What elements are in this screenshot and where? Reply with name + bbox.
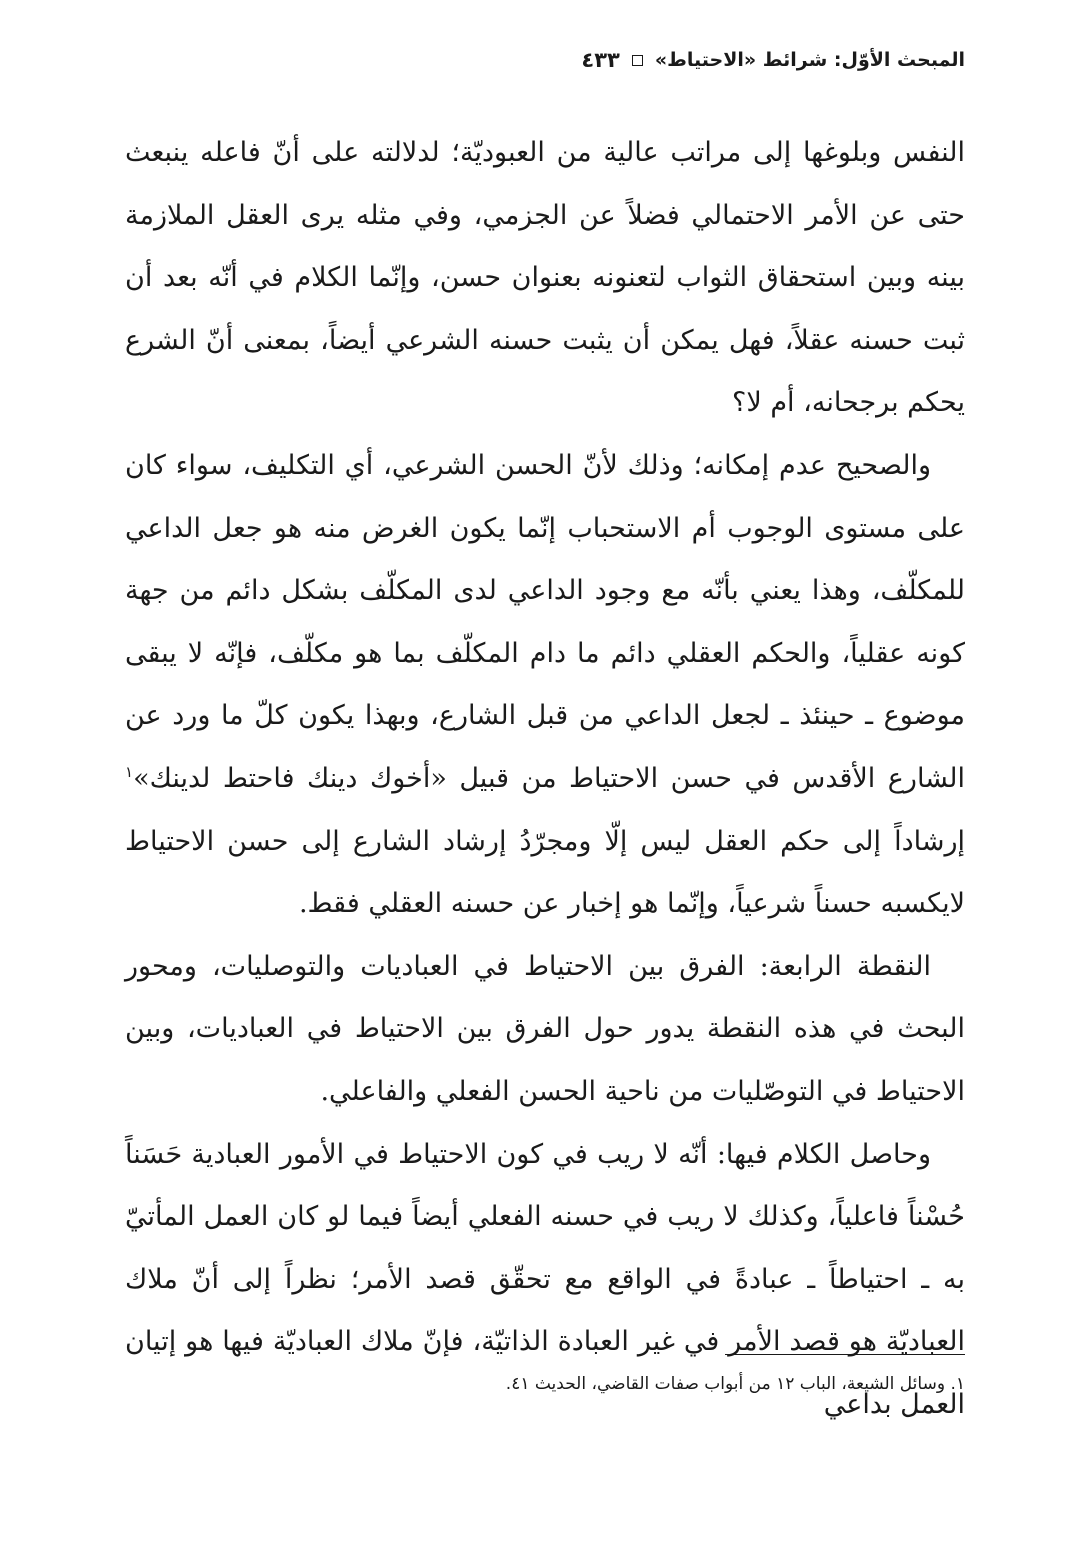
footnote-separator: [725, 1354, 965, 1355]
page-number: ٤٣٣: [581, 48, 620, 72]
square-ornament-icon: [632, 55, 643, 66]
paragraph-text: إرشاداً إلى حكم العقل ليس إلّا ومجرّدُ إرشاد الشارع إلى حسن الاحتياط لايكسبه حسناً شرعياً، وإنّما هو إخبار عن حسنه العقلي فقط.: [125, 825, 965, 920]
paragraph-with-footnote: [125, 435, 965, 936]
paragraph: وحاصل الكلام فيها: أنّه لا ريب في كون الاحتياط في الأمور العبادية حَسَناً حُسْناً فاعلياً، وكذلك لا ريب في حسنه الفعلي أيضاً فيما لو كان العمل المأتيّ به ـ احتياطاً ـ عبادةً في الواقع مع تحقّق قصد الأمر؛ نظراً إلى أنّ ملاك العباديّة هو قصد الأمر في غير العبادة الذاتيّة، فإنّ ملاك العباديّة فيها هو إتيان العمل بداعي: [125, 1138, 965, 1420]
footnote: ١. وسائل الشيعة، الباب ١٢ من أبواب صفات القاضي، الحديث ٤١.: [505, 1374, 965, 1394]
paragraph-text: والصحيح عدم إمكانه؛ وذلك لأنّ الحسن الشرعي، أي التكليف، سواء كان على مستوى الوجوب أم الاستحباب إنّما يكون الغرض منه هو جعل الداعي للمكلّف، وهذا يعني بأنّه مع وجود الداعي لدى المكلّف بشكل دائم من جهة كونه عقلياً، والحكم العقلي دائم ما دام المكلّف بما هو مكلّف، فإنّه لا يبقى موضوع ـ حينئذ ـ لجعل الداعي من قبل الشارع، وبهذا يكون كلّ ما ورد عن الشارع الأقدس في حسن الاحتياط من قبيل «أخوك دينك فاحتط لدينك»: [125, 449, 965, 794]
paragraph: النفس وبلوغها إلى مراتب عالية من العبوديّة؛ لدلالته على أنّ فاعله ينبعث حتى عن الأمر الاحتمالي فضلاً عن الجزمي، وفي مثله يرى العقل الملازمة بينه وبين استحقاق الثواب لتعنونه بعنوان حسن، وإنّما الكلام في أنّه بعد أن ثبت حسنه عقلاً، فهل يمكن أن يثبت حسنه الشرعي أيضاً، بمعنى أنّ الشرع يحكم برجحانه، أم لا؟: [125, 137, 965, 419]
running-head: [120, 44, 965, 76]
footnote-reference: ١: [125, 762, 134, 781]
paragraph: النقطة الرابعة: الفرق بين الاحتياط في العباديات والتوصليات، ومحور البحث في هذه النقطة يدور حول الفرق بين الاحتياط في العباديات، وبين الاحتياط في التوصّليات من ناحية الحسن الفعلي والفاعلي.: [125, 950, 965, 1107]
running-head-title: المبحث الأوّل: شرائط «الاحتياط»: [654, 49, 965, 71]
body-text: [125, 122, 965, 1436]
